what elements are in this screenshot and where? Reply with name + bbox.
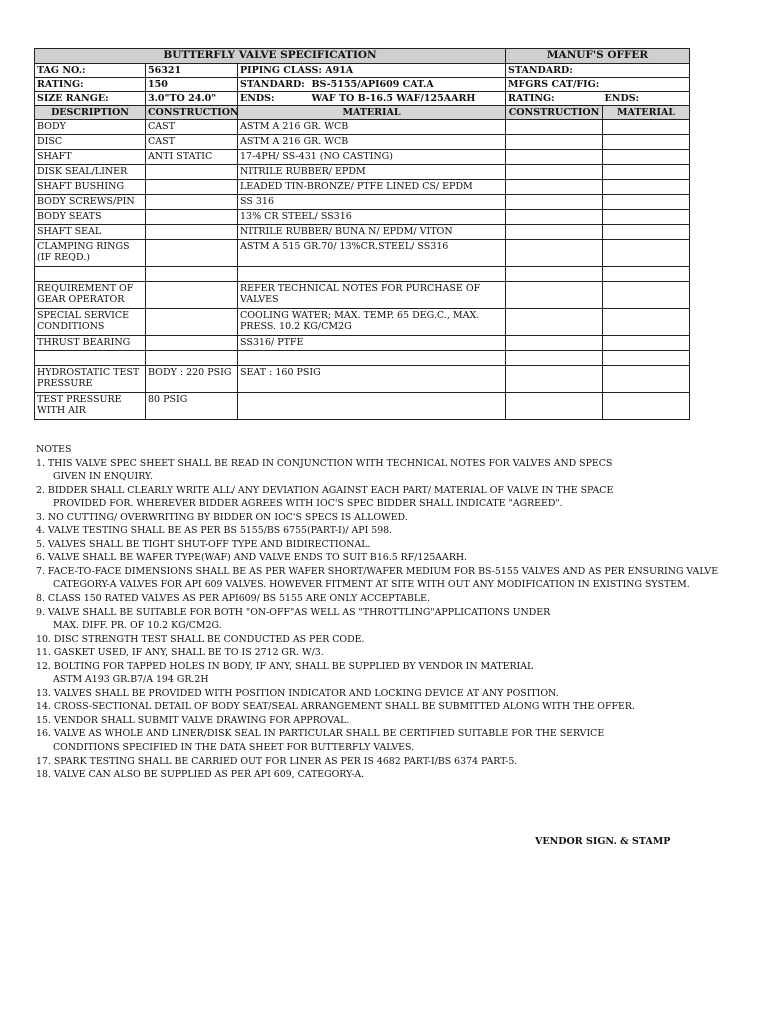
row-material: 17-4PH/ SS-431 (NO CASTING) — [238, 150, 506, 165]
notes-heading: NOTES — [36, 444, 72, 455]
size-range-value: 3.0"TO 24.0" — [146, 92, 238, 106]
tag-value: 56321 — [146, 64, 238, 78]
offer-construction-cell[interactable] — [506, 366, 603, 393]
size-range-label: SIZE RANGE: — [35, 92, 146, 106]
table-row — [35, 225, 690, 240]
table-row — [35, 195, 690, 210]
col-offer-construction: CONSTRUCTION — [506, 106, 603, 120]
table-row — [35, 267, 690, 282]
offer-material-cell[interactable] — [603, 210, 690, 225]
row-description: THRUST BEARING — [35, 336, 146, 351]
table-row — [35, 210, 690, 225]
tag-label: TAG NO.: — [35, 64, 146, 78]
row-description: BODY — [35, 120, 146, 135]
row-description: DISK SEAL/LINER — [35, 165, 146, 180]
note-continuation: CONDITIONS SPECIFIED IN THE DATA SHEET FOR BUTTERFLY VALVES. — [53, 742, 415, 754]
manufacturer-offer-title: MANUF'S OFFER — [506, 49, 690, 64]
offer-construction-cell[interactable] — [506, 195, 603, 210]
spec-title: BUTTERFLY VALVE SPECIFICATION — [35, 49, 506, 64]
row-construction — [146, 195, 238, 210]
row-material: ASTM A 216 GR. WCB — [238, 135, 506, 150]
offer-ends: ENDS: — [603, 92, 690, 106]
row-description — [35, 351, 146, 366]
note-item: 8. CLASS 150 RATED VALVES AS PER API609/ BS 5155 ARE ONLY ACCEPTABLE. — [36, 593, 430, 605]
row-construction — [146, 165, 238, 180]
row-construction: 80 PSIG — [146, 393, 238, 420]
col-construction: CONSTRUCTION — [146, 106, 238, 120]
row-description: SHAFT BUSHING — [35, 180, 146, 195]
table-row — [35, 351, 690, 366]
notes-section — [36, 443, 736, 782]
offer-material-cell[interactable] — [603, 351, 690, 366]
offer-material-cell[interactable] — [603, 267, 690, 282]
row-description: BODY SCREWS/PIN — [35, 195, 146, 210]
offer-material-cell[interactable] — [603, 120, 690, 135]
row-construction — [146, 240, 238, 267]
row-material: NITRILE RUBBER/ EPDM — [238, 165, 506, 180]
note-continuation: ASTM A193 GR.B7/A 194 GR.2H — [53, 674, 209, 686]
note-item: 16. VALVE AS WHOLE AND LINER/DISK SEAL IN PARTICULAR SHALL BE CERTIFIED SUITABLE FOR THE SERVICE — [36, 728, 605, 740]
row-construction: CAST — [146, 120, 238, 135]
row-construction: CAST — [146, 135, 238, 150]
note-item: 3. NO CUTTING/ OVERWRITING BY BIDDER ON IOC'S SPECS IS ALLOWED. — [36, 511, 408, 523]
table-row — [35, 165, 690, 180]
row-description: BODY SEATS — [35, 210, 146, 225]
row-description — [35, 267, 146, 282]
offer-construction-cell[interactable] — [506, 150, 603, 165]
offer-material-cell[interactable] — [603, 165, 690, 180]
row-description: REQUIREMENT OF GEAR OPERATOR — [35, 282, 146, 309]
rating-label: RATING: — [35, 78, 146, 92]
note-item: 18. VALVE CAN ALSO BE SUPPLIED AS PER API 609, CATEGORY-A. — [36, 769, 365, 781]
row-construction — [146, 180, 238, 195]
row-material: NITRILE RUBBER/ BUNA N/ EPDM/ VITON — [238, 225, 506, 240]
standard-label: STANDARD: — [238, 78, 310, 92]
note-item: 6. VALVE SHALL BE WAFER TYPE(WAF) AND VALVE ENDS TO SUIT B16.5 RF/125AARH. — [36, 552, 468, 564]
note-continuation: PROVIDED FOR. WHEREVER BIDDER AGREES WITH IOC'S SPEC BIDDER SHALL INDICATE "AGREED". — [53, 498, 563, 510]
piping-class: PIPING CLASS: A91A — [238, 64, 506, 78]
row-construction — [146, 282, 238, 309]
note-continuation: CATEGORY-A VALVES FOR API 609 VALVES. HOWEVER FITMENT AT SITE WITH OUT ANY MODIFICATION IN EXISTING SYSTEM. — [53, 579, 690, 591]
offer-construction-cell[interactable] — [506, 180, 603, 195]
offer-rating: RATING: — [506, 92, 603, 106]
offer-material-cell[interactable] — [603, 195, 690, 210]
row-material: SS316/ PTFE — [238, 336, 506, 351]
offer-material-cell[interactable] — [603, 180, 690, 195]
offer-material-cell[interactable] — [603, 135, 690, 150]
row-material: SEAT : 160 PSIG — [238, 366, 506, 393]
table-row — [35, 309, 690, 336]
row-material — [238, 393, 506, 420]
row-material: 13% CR STEEL/ SS316 — [238, 210, 506, 225]
offer-construction-cell[interactable] — [506, 165, 603, 180]
row-material: REFER TECHNICAL NOTES FOR PURCHASE OF VALVES — [238, 282, 506, 309]
row-construction — [146, 210, 238, 225]
note-item: 4. VALVE TESTING SHALL BE AS PER BS 5155/BS 6755(PART-I)/ API 598. — [36, 525, 393, 537]
valve-spec-table — [34, 48, 690, 420]
row-material: SS 316 — [238, 195, 506, 210]
note-item: 7. FACE-TO-FACE DIMENSIONS SHALL BE AS PER WAFER SHORT/WAFER MEDIUM FOR BS-5155 VALVES AND AS PER ENSURING VALVE — [36, 565, 719, 577]
offer-material-cell[interactable] — [603, 282, 690, 309]
note-item: 14. CROSS-SECTIONAL DETAIL OF BODY SEAT/SEAL ARRANGEMENT SHALL BE SUBMITTED ALONG WITH THE OFFER. — [36, 701, 635, 713]
table-row — [35, 282, 690, 309]
row-construction — [146, 225, 238, 240]
rating-value: 150 — [146, 78, 238, 92]
offer-construction-cell[interactable] — [506, 210, 603, 225]
note-item: 12. BOLTING FOR TAPPED HOLES IN BODY, IF ANY, SHALL BE SUPPLIED BY VENDOR IN MATERIAL — [36, 660, 534, 672]
table-row — [35, 240, 690, 267]
vendor-sign-stamp: VENDOR SIGN. & STAMP — [535, 836, 671, 847]
row-construction — [146, 309, 238, 336]
row-construction — [146, 267, 238, 282]
row-description: CLAMPING RINGS (IF REQD.) — [35, 240, 146, 267]
table-row — [35, 135, 690, 150]
table-row — [35, 366, 690, 393]
note-item: 10. DISC STRENGTH TEST SHALL BE CONDUCTED AS PER CODE. — [36, 633, 365, 645]
offer-material-cell[interactable] — [603, 336, 690, 351]
table-row — [35, 180, 690, 195]
ends-value: WAF TO B-16.5 WAF/125AARH — [310, 92, 506, 106]
row-material: LEADED TIN-BRONZE/ PTFE LINED CS/ EPDM — [238, 180, 506, 195]
row-construction — [146, 336, 238, 351]
offer-standard: STANDARD: — [506, 64, 690, 78]
note-item: 17. SPARK TESTING SHALL BE CARRIED OUT FOR LINER AS PER IS 4682 PART-I/BS 6374 PART-5. — [36, 755, 518, 767]
mfgrs-cat-fig: MFGRS CAT/FIG: — [506, 78, 690, 92]
offer-construction-cell[interactable] — [506, 240, 603, 267]
row-description: SHAFT SEAL — [35, 225, 146, 240]
offer-construction-cell[interactable] — [506, 120, 603, 135]
row-material — [238, 267, 506, 282]
row-material: ASTM A 515 GR.70/ 13%CR.STEEL/ SS316 — [238, 240, 506, 267]
row-description: SPECIAL SERVICE CONDITIONS — [35, 309, 146, 336]
offer-construction-cell[interactable] — [506, 267, 603, 282]
table-row — [35, 393, 690, 420]
table-row — [35, 336, 690, 351]
offer-construction-cell[interactable] — [506, 225, 603, 240]
table-row — [35, 120, 690, 135]
offer-material-cell[interactable] — [603, 393, 690, 420]
offer-construction-cell[interactable] — [506, 135, 603, 150]
offer-material-cell[interactable] — [603, 240, 690, 267]
row-description: HYDROSTATIC TEST PRESSURE — [35, 366, 146, 393]
offer-material-cell[interactable] — [603, 150, 690, 165]
row-construction: ANTI STATIC — [146, 150, 238, 165]
row-construction — [146, 351, 238, 366]
row-description: SHAFT — [35, 150, 146, 165]
note-continuation: GIVEN IN ENQUIRY. — [53, 471, 153, 483]
offer-material-cell[interactable] — [603, 309, 690, 336]
note-item: 1. THIS VALVE SPEC SHEET SHALL BE READ IN CONJUNCTION WITH TECHNICAL NOTES FOR VALVES AND SPECS — [36, 457, 613, 469]
row-description: TEST PRESSURE WITH AIR — [35, 393, 146, 420]
row-description: DISC — [35, 135, 146, 150]
note-item: 9. VALVE SHALL BE SUITABLE FOR BOTH "ON-OFF"AS WELL AS "THROTTLING"APPLICATIONS UNDER — [36, 606, 551, 618]
col-description: DESCRIPTION — [35, 106, 146, 120]
offer-construction-cell[interactable] — [506, 351, 603, 366]
note-continuation: MAX. DIFF. PR. OF 10.2 KG/CM2G. — [53, 620, 222, 632]
offer-construction-cell[interactable] — [506, 282, 603, 309]
note-item: 2. BIDDER SHALL CLEARLY WRITE ALL/ ANY DEVIATION AGAINST EACH PART/ MATERIAL OF VALVE IN THE SPACE — [36, 484, 614, 496]
note-item: 5. VALVES SHALL BE TIGHT SHUT-OFF TYPE AND BIDIRECTIONAL. — [36, 538, 371, 550]
note-item: 11. GASKET USED, IF ANY, SHALL BE TO IS 2712 GR. W/3. — [36, 647, 324, 659]
offer-construction-cell[interactable] — [506, 309, 603, 336]
offer-material-cell[interactable] — [603, 225, 690, 240]
offer-material-cell[interactable] — [603, 366, 690, 393]
offer-construction-cell[interactable] — [506, 393, 603, 420]
notes-list — [36, 457, 736, 782]
note-item: 13. VALVES SHALL BE PROVIDED WITH POSITION INDICATOR AND LOCKING DEVICE AT ANY POSITION. — [36, 687, 559, 699]
note-item: 15. VENDOR SHALL SUBMIT VALVE DRAWING FOR APPROVAL. — [36, 714, 350, 726]
row-construction: BODY : 220 PSIG — [146, 366, 238, 393]
table-row — [35, 150, 690, 165]
offer-construction-cell[interactable] — [506, 336, 603, 351]
row-material: ASTM A 216 GR. WCB — [238, 120, 506, 135]
standard-value: BS-5155/API609 CAT.A — [310, 78, 506, 92]
col-material: MATERIAL — [238, 106, 506, 120]
ends-label: ENDS: — [238, 92, 310, 106]
col-offer-material: MATERIAL — [603, 106, 690, 120]
row-material: COOLING WATER; MAX. TEMP. 65 DEG.C., MAX. PRESS. 10.2 KG/CM2G — [238, 309, 506, 336]
row-material — [238, 351, 506, 366]
